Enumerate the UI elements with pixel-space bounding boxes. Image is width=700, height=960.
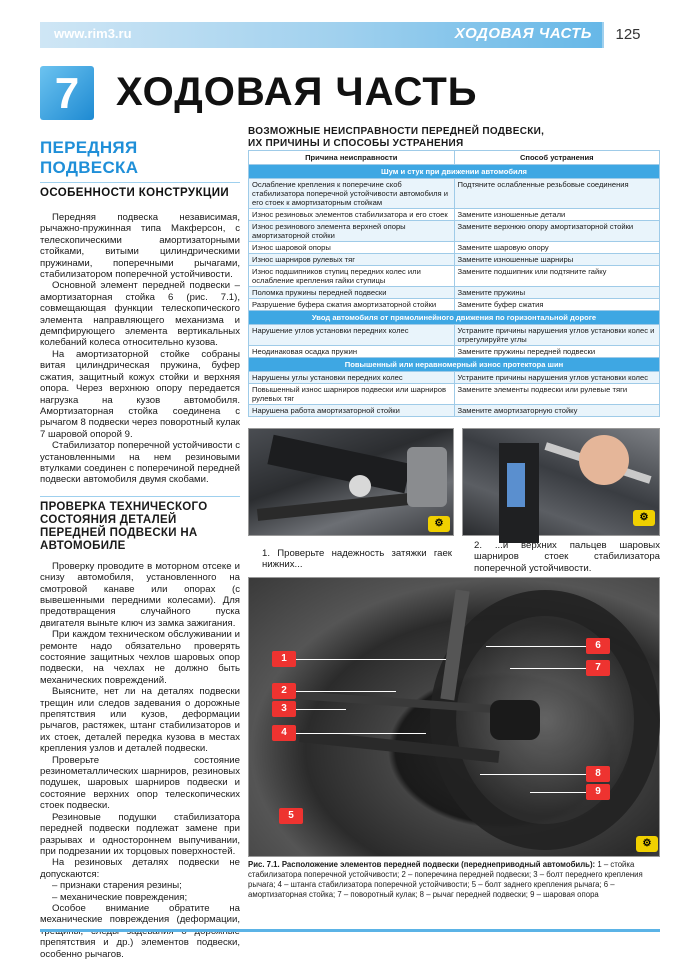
callout-label-7: 7 [586, 660, 610, 676]
table-cell: Замените амортизаторную стойку [454, 405, 660, 417]
photo-lower-nuts [248, 428, 454, 536]
table-cell: Замените подшипник или подтяните гайку [454, 266, 660, 287]
callout-line [296, 691, 396, 692]
list-item: – признаки старения резины; [52, 880, 182, 892]
table-title-line: ВОЗМОЖНЫЕ НЕИСПРАВНОСТИ ПЕРЕДНЕЙ ПОДВЕСКИ, [248, 126, 545, 137]
table-cell: Неодинаковая осадка пружин [249, 346, 455, 358]
figure-caption-title: Рис. 7.1. Расположение элементов передней подвески (переднеприводный автомобиль): [248, 860, 596, 869]
callout-line [296, 659, 446, 660]
photo-upper-pins [462, 428, 660, 536]
site-url[interactable]: www.rim3.ru [54, 26, 132, 41]
table-cell: Износ резинового элемента верхней опоры амортизаторной стойки [249, 221, 455, 242]
header-bar [40, 22, 652, 48]
paragraph: Особое внимание обратите на механические повреждения (деформации, препятствия и др.) элементов подвески, особенно рычагов. [40, 902, 240, 960]
section-title: ХОДОВАЯ ЧАСТЬ [454, 25, 592, 42]
paragraph: Стабилизатор поперечной устойчивости с установленными на нем резиновыми втулками соединен с поперечиной передней подвески автомобиля двумя скобами. [40, 440, 240, 486]
photo-caption: 2. ...и верхних пальцев шаровых шарниров стоек стабилизатора поперечной устойчивости. [474, 540, 660, 574]
callout-line [480, 774, 586, 775]
table-group-title: Шум и стук при движении автомобиля [249, 165, 660, 179]
table-cell: Износ шаровой опоры [249, 242, 455, 254]
table-cell: Нарушение углов установки передних колес [249, 325, 455, 346]
table-group-title: Повышенный или неравномерный износ протектора шин [249, 358, 660, 372]
wheel-shape [430, 590, 660, 850]
table-cell: Подтяните ослабленные резьбовые соединения [454, 179, 660, 209]
tool-badge-icon: ⚙ [633, 510, 655, 526]
table-cell: Замените верхнюю опору амортизаторной стойки [454, 221, 660, 242]
paragraph: Проверку проводите в моторном отсеке и снизу автомобиля, установленного на смотровой канаве или опорах (с вывешенными передними колесами). Для предотвращения случайного пуска двигателя выньте ключ из замка зажигания. [40, 560, 240, 629]
paragraph: При каждом техническом обслуживании и ремонте надо обязательно проверять состояние защитных чехлов шаровых опор подвески, на чехлах не должно быть механических повреждений. [40, 629, 240, 686]
chapter-title: ХОДОВАЯ ЧАСТЬ [116, 70, 478, 114]
paragraph: На амортизаторной стойке собраны витая цилиндрическая пружина, буфер сжатия, защитный кожух стойки и верхняя опора. Через верхнюю опору передается нагрузка на кузов автомобиля. Амортизаторная стойка соединена с рычагом 8 подвески через поворотный кулак 7 шаровой опорой 9. [40, 348, 240, 440]
chapter-number: 7 [40, 66, 94, 120]
section-heading: ПЕРЕДНЯЯ ПОДВЕСКА [40, 138, 139, 177]
table-cell: Устраните причины нарушения углов установки колес [454, 372, 660, 384]
callout-line [486, 646, 586, 647]
table-cell: Поломка пружины передней подвески [249, 287, 455, 299]
figure-caption-text: 1 – стойка стабилизатора поперечной устойчивости; 2 – поперечина передней подвески; 3 – болт переднего крепления рычага; 4 – штанга стабилизатора поперечной устойчивости; 5 – болт заднего крепления рычага; 6 – амортизаторная стойка; 7 – поворотный кулак; 8 – рычаг передней подвески; 9 – шаровая опора [248, 860, 643, 899]
tool-badge-icon: ⚙ [636, 836, 658, 852]
table-cell: Замените изношенные шарниры [454, 254, 660, 266]
table-cell: Износ подшипников ступиц передних колес или ослабление крепления гайки ступицы [249, 266, 455, 287]
table-cell: Замените шаровую опору [454, 242, 660, 254]
paragraph: Проверьте состояние резинометаллических шарниров, резиновых подушек, шаровых шарниров подвески и состояние верхних опор телескопических стоек подвески. [40, 754, 240, 812]
table-cell: Замените пружины передней подвески [454, 346, 660, 358]
callout-label-4: 4 [272, 725, 296, 741]
left-column [40, 138, 240, 960]
table-title [248, 126, 544, 150]
callout-line [296, 709, 346, 710]
figure-caption [248, 860, 660, 900]
table-cell: Устраните причины нарушения углов установки колес и отрегулируйте углы [454, 325, 660, 346]
paragraph: На резиновых деталях подвески не допускаются: [40, 857, 240, 880]
table-cell: Нарушены углы установки передних колес [249, 372, 455, 384]
photo-caption: 1. Проверьте надежность затяжки гаек нижних... [262, 548, 452, 571]
callout-label-1: 1 [272, 651, 296, 667]
faults-table [248, 150, 660, 417]
tool-badge-icon: ⚙ [428, 516, 450, 532]
page-number: 125 [602, 22, 652, 48]
list-item: – механические повреждения; [52, 891, 188, 903]
boot-shape [490, 700, 540, 740]
table-cell: Замените буфер сжатия [454, 299, 660, 311]
callout-label-5: 5 [279, 808, 303, 824]
callout-line [530, 792, 586, 793]
col-header-cause: Причина неисправности [249, 151, 455, 165]
section2-heading: ПРОВЕРКА ТЕХНИЧЕСКОГО СОСТОЯНИЯ ДЕТАЛЕЙ ПЕРЕДНЕЙ ПОДВЕСКИ НА АВТОМОБИЛЕ [40, 496, 240, 553]
table-title-line: ИХ ПРИЧИНЫ И СПОСОБЫ УСТРАНЕНИЯ [248, 138, 464, 149]
callout-label-6: 6 [586, 638, 610, 654]
callout-line [510, 668, 586, 669]
paragraph: Передняя подвеска независимая, рычажно-пружинная типа Макферсон, с телескопическими амортизаторными стойками, витыми цилиндрическими пружинами, поперечными рычагами, стабилизатором поперечной устойчивости. [40, 212, 240, 281]
table-group-title: Увод автомобиля от прямолинейного движения по горизонтальной дороге [249, 311, 660, 325]
paragraph: Резиновые подушки стабилизатора передней подвески подлежат замене при разрывах и одностороннем выпучивании, при подрезании их торцовых поверхностей. [40, 811, 240, 857]
callout-line [296, 733, 426, 734]
callout-label-3: 3 [272, 701, 296, 717]
subsection-heading: ОСОБЕННОСТИ КОНСТРУКЦИИ [40, 182, 240, 202]
paragraph: Основной элемент передней подвески – амортизаторная стойка 6 (рис. 7.1), совмещающая функции телескопического элемента направляющего механизма и демпфирующего элемента вертикальных колебаний колеса относительно кузова. [40, 280, 240, 349]
table-cell: Замените изношенные детали [454, 209, 660, 221]
table-cell: Повышенный износ шарниров подвески или шарниров рулевых тяг [249, 384, 455, 405]
col-header-remedy: Способ устранения [454, 151, 660, 165]
footer-bar [40, 929, 660, 932]
table-cell: Износ резиновых элементов стабилизатора и его стоек [249, 209, 455, 221]
callout-label-8: 8 [586, 766, 610, 782]
table-cell: Разрушение буфера сжатия амортизаторной стойки [249, 299, 455, 311]
table-cell: Износ шарниров рулевых тяг [249, 254, 455, 266]
table-cell: Замените элементы подвески или рулевые тяги [454, 384, 660, 405]
callout-label-2: 2 [272, 683, 296, 699]
table-cell: Замените пружины [454, 287, 660, 299]
table-cell: Ослабление крепления к поперечине скоб стабилизатора поперечной устойчивости автомобиля и его стоек к амортизаторным стойкам [249, 179, 455, 209]
callout-label-9: 9 [586, 784, 610, 800]
paragraph: Выясните, нет ли на деталях подвески трещин или следов задевания о дорожные препятствия или кузов, деформации рычагов, растяжек, штанг стабилизаторов и их стоек, деталей передка кузова в местах крепления узлов и деталей подвески. [40, 686, 240, 755]
table-cell: Нарушена работа амортизаторной стойки [249, 405, 455, 417]
